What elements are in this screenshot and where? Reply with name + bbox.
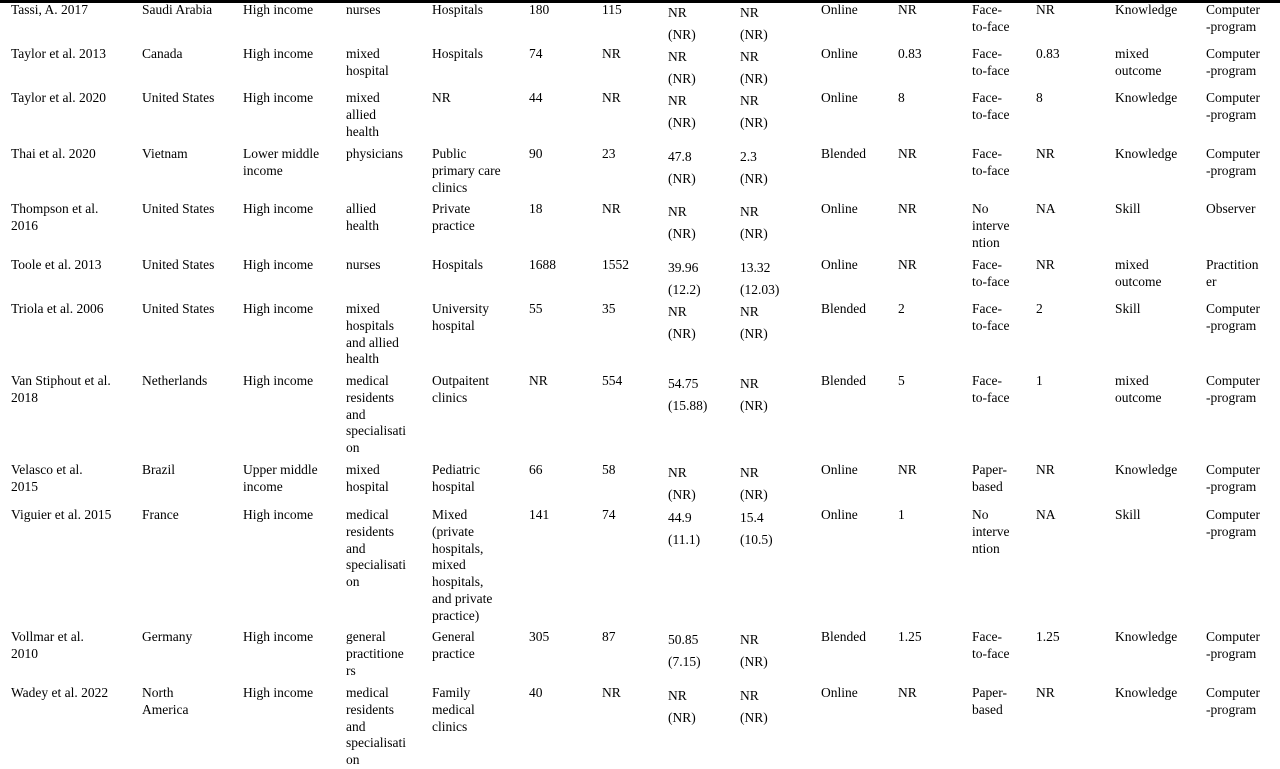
cell-sample-size-1: 66 [529, 462, 543, 477]
cell-sample-size-2: NR [602, 46, 621, 61]
cell-duration: 0.83 [898, 46, 922, 61]
cell-sample-size-1: 305 [529, 629, 550, 644]
cell-sample-size-1: 141 [529, 507, 550, 522]
cell-assessment-method: Computer -program [1206, 146, 1260, 178]
cell-comparator-duration: 1 [1036, 373, 1043, 388]
cell-setting: Public primary care clinics [432, 146, 501, 195]
cell-sample-size-2: 23 [602, 146, 616, 161]
cell-country: France [142, 507, 179, 522]
cell-income-level: High income [243, 629, 314, 644]
cell-study: Vollmar et al. 2010 [11, 629, 84, 661]
cell-sample-size-1: 44 [529, 90, 543, 105]
cell-sample-size-1: 40 [529, 685, 543, 700]
cell-delivery-mode: Online [821, 507, 858, 522]
cell-country: United States [142, 301, 215, 316]
cell-outcome-type: Knowledge [1115, 685, 1178, 700]
cell-sample-size-2: NR [602, 201, 621, 216]
cell-profession: general practitione rs [346, 629, 404, 678]
cell-profession: medical residents and specialisati on [346, 373, 406, 456]
cell-stat-mean-2: NR (NR) [740, 93, 768, 130]
cell-comparator-duration: 2 [1036, 301, 1043, 316]
cell-stat-mean-2: 2.3 (NR) [740, 149, 768, 186]
cell-sample-size-1: 1688 [529, 257, 556, 272]
cell-sample-size-2: 115 [602, 2, 622, 17]
cell-stat-mean-2: NR (NR) [740, 5, 768, 42]
cell-country: Saudi Arabia [142, 2, 213, 17]
cell-duration: 1.25 [898, 629, 922, 644]
cell-stat-mean-1: NR (NR) [668, 93, 696, 130]
cell-outcome-type: Knowledge [1115, 2, 1178, 17]
cell-setting: Hospitals [432, 46, 484, 61]
cell-stat-mean-1: NR (NR) [668, 304, 696, 341]
cell-comparator: Face- to-face [972, 46, 1010, 78]
cell-comparator: Face- to-face [972, 257, 1010, 289]
cell-profession: mixed hospital [346, 46, 389, 78]
cell-income-level: High income [243, 90, 314, 105]
cell-study: Toole et al. 2013 [11, 257, 102, 272]
cell-sample-size-2: 1552 [602, 257, 629, 272]
cell-income-level: High income [243, 373, 314, 388]
cell-delivery-mode: Blended [821, 373, 866, 388]
cell-stat-mean-2: NR (NR) [740, 632, 768, 669]
cell-sample-size-1: 180 [529, 2, 550, 17]
cell-income-level: High income [243, 507, 314, 522]
cell-delivery-mode: Online [821, 462, 858, 477]
cell-comparator: Paper- based [972, 685, 1007, 717]
cell-sample-size-1: 90 [529, 146, 543, 161]
cell-profession: mixed allied health [346, 90, 380, 139]
cell-study: Thai et al. 2020 [11, 146, 96, 161]
cell-comparator: Paper- based [972, 462, 1007, 494]
cell-delivery-mode: Online [821, 257, 858, 272]
cell-country: Brazil [142, 462, 175, 477]
cell-profession: nurses [346, 257, 381, 272]
cell-assessment-method: Computer -program [1206, 46, 1260, 78]
cell-comparator: Face- to-face [972, 90, 1010, 122]
cell-stat-mean-1: 54.75 (15.88) [668, 376, 708, 413]
cell-delivery-mode: Online [821, 46, 858, 61]
cell-assessment-method: Practition er [1206, 257, 1259, 289]
cell-stat-mean-1: 39.96 (12.2) [668, 260, 701, 297]
cell-assessment-method: Computer -program [1206, 373, 1260, 405]
cell-study: Van Stiphout et al. 2018 [11, 373, 111, 405]
cell-country: United States [142, 257, 215, 272]
cell-outcome-type: Knowledge [1115, 146, 1178, 161]
cell-country: Canada [142, 46, 183, 61]
cell-country: Germany [142, 629, 193, 644]
cell-sample-size-2: NR [602, 90, 621, 105]
cell-stat-mean-2: NR (NR) [740, 688, 768, 725]
cell-income-level: Lower middle income [243, 146, 320, 178]
cell-profession: mixed hospitals and allied health [346, 301, 399, 367]
cell-outcome-type: Knowledge [1115, 90, 1178, 105]
cell-setting: Mixed (private hospitals, mixed hospitals, and private practice) [432, 507, 493, 623]
cell-profession: medical residents and specialisati on [346, 507, 406, 590]
cell-duration: NR [898, 257, 917, 272]
cell-setting: Outpaitent clinics [432, 373, 489, 405]
cell-duration: 5 [898, 373, 905, 388]
cell-setting: General practice [432, 629, 475, 661]
cell-comparator-duration: NR [1036, 2, 1055, 17]
cell-sample-size-1: NR [529, 373, 548, 388]
cell-income-level: Upper middle income [243, 462, 318, 494]
cell-income-level: High income [243, 301, 314, 316]
cell-sample-size-1: 18 [529, 201, 543, 216]
cell-comparator-duration: NR [1036, 685, 1055, 700]
cell-study: Thompson et al. 2016 [11, 201, 99, 233]
cell-assessment-method: Observer [1206, 201, 1256, 216]
cell-study: Velasco et al. 2015 [11, 462, 83, 494]
cell-setting: Hospitals [432, 2, 484, 17]
cell-country: United States [142, 90, 215, 105]
cell-stat-mean-1: NR (NR) [668, 204, 696, 241]
cell-stat-mean-2: NR (NR) [740, 204, 768, 241]
cell-outcome-type: Knowledge [1115, 629, 1178, 644]
cell-country: Vietnam [142, 146, 188, 161]
cell-sample-size-2: 87 [602, 629, 616, 644]
cell-outcome-type: mixed outcome [1115, 373, 1162, 405]
cell-profession: nurses [346, 2, 381, 17]
cell-profession: mixed hospital [346, 462, 389, 494]
cell-delivery-mode: Blended [821, 629, 866, 644]
cell-sample-size-1: 55 [529, 301, 543, 316]
cell-stat-mean-1: NR (NR) [668, 688, 696, 725]
cell-sample-size-2: 58 [602, 462, 616, 477]
cell-comparator: Face- to-face [972, 146, 1010, 178]
cell-duration: NR [898, 462, 917, 477]
cell-comparator-duration: NR [1036, 257, 1055, 272]
cell-delivery-mode: Online [821, 201, 858, 216]
cell-duration: 2 [898, 301, 905, 316]
cell-stat-mean-1: 44.9 (11.1) [668, 510, 701, 547]
cell-sample-size-2: 74 [602, 507, 616, 522]
cell-study: Tassi, A. 2017 [11, 2, 89, 17]
cell-delivery-mode: Online [821, 2, 858, 17]
cell-outcome-type: Skill [1115, 301, 1141, 316]
cell-profession: medical residents and specialisati on [346, 685, 406, 768]
cell-duration: NR [898, 2, 917, 17]
cell-assessment-method: Computer -program [1206, 685, 1260, 717]
cell-sample-size-2: NR [602, 685, 621, 700]
cell-study: Wadey et al. 2022 [11, 685, 109, 700]
cell-comparator: Face- to-face [972, 301, 1010, 333]
cell-study: Triola et al. 2006 [11, 301, 104, 316]
cell-setting: Private practice [432, 201, 475, 233]
cell-study: Taylor et al. 2013 [11, 46, 107, 61]
cell-country: Netherlands [142, 373, 208, 388]
cell-delivery-mode: Blended [821, 146, 866, 161]
cell-comparator-duration: 0.83 [1036, 46, 1060, 61]
cell-country: North America [142, 685, 189, 717]
cell-comparator-duration: 8 [1036, 90, 1043, 105]
cell-income-level: High income [243, 201, 314, 216]
cell-comparator: Face- to-face [972, 629, 1010, 661]
cell-assessment-method: Computer -program [1206, 90, 1260, 122]
cell-stat-mean-2: NR (NR) [740, 465, 768, 502]
cell-assessment-method: Computer -program [1206, 507, 1260, 539]
cell-country: United States [142, 201, 215, 216]
cell-stat-mean-2: 13.32 (12.03) [740, 260, 780, 297]
cell-comparator-duration: NR [1036, 462, 1055, 477]
cell-profession: allied health [346, 201, 379, 233]
cell-assessment-method: Computer -program [1206, 462, 1260, 494]
cell-duration: NR [898, 201, 917, 216]
cell-setting: NR [432, 90, 451, 105]
cell-assessment-method: Computer -program [1206, 629, 1260, 661]
cell-duration: NR [898, 146, 917, 161]
cell-outcome-type: Knowledge [1115, 462, 1178, 477]
cell-income-level: High income [243, 46, 314, 61]
cell-duration: 1 [898, 507, 905, 522]
cell-stat-mean-1: 50.85 (7.15) [668, 632, 701, 669]
cell-stat-mean-2: 15.4 (10.5) [740, 510, 773, 547]
cell-comparator: No interve ntion [972, 507, 1010, 556]
cell-delivery-mode: Online [821, 685, 858, 700]
cell-income-level: High income [243, 2, 314, 17]
cell-duration: NR [898, 685, 917, 700]
cell-sample-size-2: 35 [602, 301, 616, 316]
cell-sample-size-2: 554 [602, 373, 623, 388]
cell-income-level: High income [243, 685, 314, 700]
cell-stat-mean-1: NR (NR) [668, 49, 696, 86]
cell-setting: Family medical clinics [432, 685, 475, 734]
cell-stat-mean-1: NR (NR) [668, 5, 696, 42]
cell-delivery-mode: Online [821, 90, 858, 105]
cell-comparator: Face- to-face [972, 373, 1010, 405]
cell-outcome-type: mixed outcome [1115, 46, 1162, 78]
cell-assessment-method: Computer -program [1206, 2, 1260, 34]
cell-comparator-duration: NR [1036, 146, 1055, 161]
cell-profession: physicians [346, 146, 403, 161]
cell-outcome-type: Skill [1115, 507, 1141, 522]
cell-stat-mean-2: NR (NR) [740, 376, 768, 413]
cell-outcome-type: Skill [1115, 201, 1141, 216]
cell-study: Viguier et al. 2015 [11, 507, 112, 522]
cell-setting: Pediatric hospital [432, 462, 480, 494]
cell-stat-mean-2: NR (NR) [740, 304, 768, 341]
cell-comparator: No interve ntion [972, 201, 1010, 250]
cell-sample-size-1: 74 [529, 46, 543, 61]
cell-comparator-duration: NA [1036, 201, 1056, 216]
cell-outcome-type: mixed outcome [1115, 257, 1162, 289]
cell-duration: 8 [898, 90, 905, 105]
cell-study: Taylor et al. 2020 [11, 90, 107, 105]
cell-stat-mean-1: 47.8 (NR) [668, 149, 696, 186]
cell-assessment-method: Computer -program [1206, 301, 1260, 333]
cell-delivery-mode: Blended [821, 301, 866, 316]
cell-comparator-duration: NA [1036, 507, 1056, 522]
cell-comparator-duration: 1.25 [1036, 629, 1060, 644]
cell-stat-mean-2: NR (NR) [740, 49, 768, 86]
cell-stat-mean-1: NR (NR) [668, 465, 696, 502]
cell-income-level: High income [243, 257, 314, 272]
cell-comparator: Face- to-face [972, 2, 1010, 34]
cell-setting: University hospital [432, 301, 489, 333]
cell-setting: Hospitals [432, 257, 484, 272]
